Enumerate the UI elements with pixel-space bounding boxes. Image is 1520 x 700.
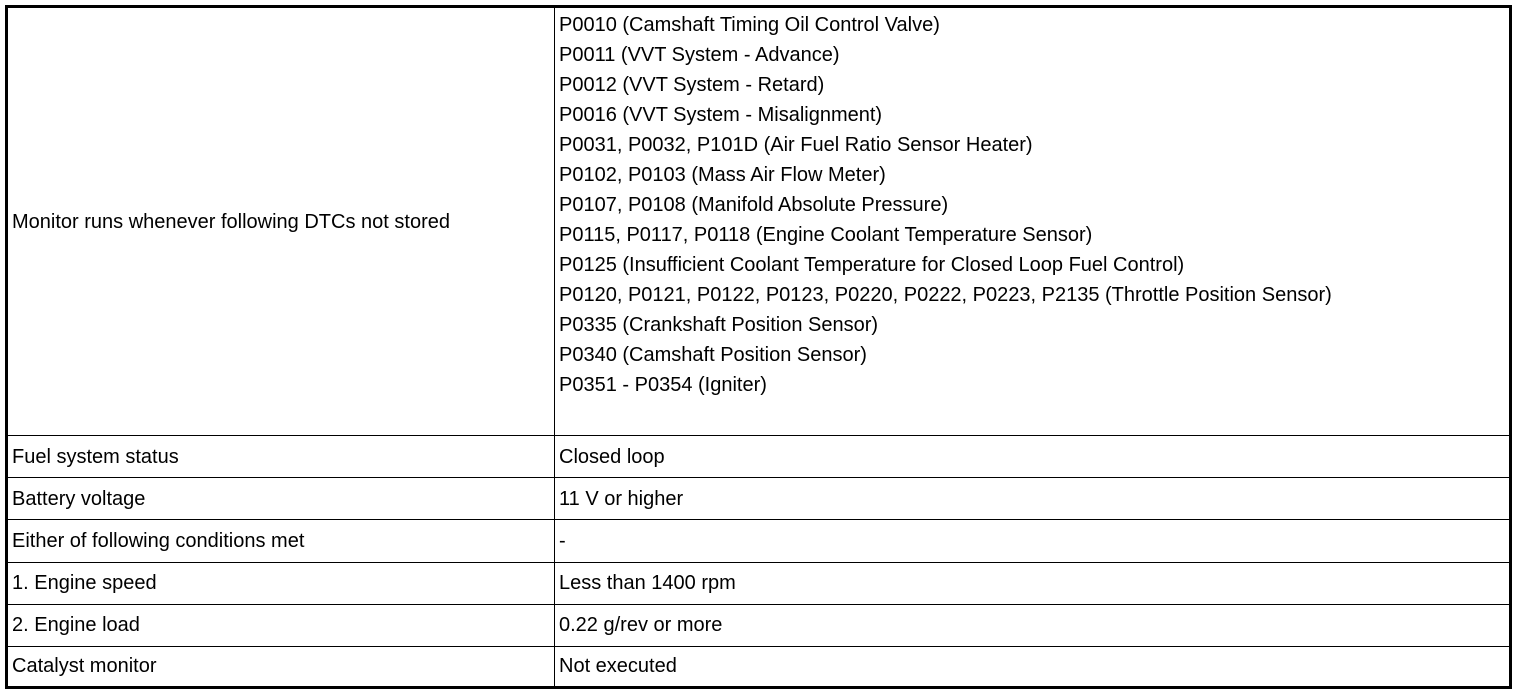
table-row <box>7 562 1511 604</box>
row-label: Catalyst monitor <box>7 646 555 687</box>
row-label: 1. Engine speed <box>7 562 555 604</box>
row-label: Either of following conditions met <box>7 520 555 562</box>
table-row <box>7 646 1511 687</box>
list-item: P0016 (VVT System - Misalignment) <box>559 104 883 126</box>
table-row <box>7 604 1511 646</box>
list-item: P0031, P0032, P101D (Air Fuel Ratio Sensor Heater) <box>559 134 1033 156</box>
row-value: 11 V or higher <box>555 478 1511 520</box>
list-item: P0107, P0108 (Manifold Absolute Pressure) <box>559 194 949 216</box>
row-value: Closed loop <box>555 436 1511 478</box>
list-item: P0011 (VVT System - Advance) <box>559 44 840 66</box>
list-item: P0010 (Camshaft Timing Oil Control Valve) <box>559 14 940 36</box>
list-item: P0351 - P0354 (Igniter) <box>559 374 767 396</box>
list-item: P0012 (VVT System - Retard) <box>559 74 825 96</box>
row-value: - <box>555 520 1511 562</box>
list-item: P0120, P0121, P0122, P0123, P0220, P0222, P0223, P2135 (Throttle Position Sensor) <box>559 284 1332 306</box>
list-item: P0102, P0103 (Mass Air Flow Meter) <box>559 164 886 186</box>
list-item: P0335 (Crankshaft Position Sensor) <box>559 314 879 336</box>
table-row <box>7 7 1511 436</box>
table-row <box>7 520 1511 562</box>
row-label: Battery voltage <box>7 478 555 520</box>
list-item: P0115, P0117, P0118 (Engine Coolant Temperature Sensor) <box>559 224 1093 246</box>
dtc-list <box>555 7 1511 436</box>
table-row <box>7 478 1511 520</box>
table-row <box>7 436 1511 478</box>
row-value: Less than 1400 rpm <box>555 562 1511 604</box>
list-item: P0340 (Camshaft Position Sensor) <box>559 344 867 366</box>
row-label: Monitor runs whenever following DTCs not stored <box>7 7 555 436</box>
row-label: 2. Engine load <box>7 604 555 646</box>
row-value: Not executed <box>555 646 1511 687</box>
conditions-table <box>5 5 1512 689</box>
row-value: 0.22 g/rev or more <box>555 604 1511 646</box>
list-item: P0125 (Insufficient Coolant Temperature for Closed Loop Fuel Control) <box>559 254 1185 276</box>
row-label: Fuel system status <box>7 436 555 478</box>
